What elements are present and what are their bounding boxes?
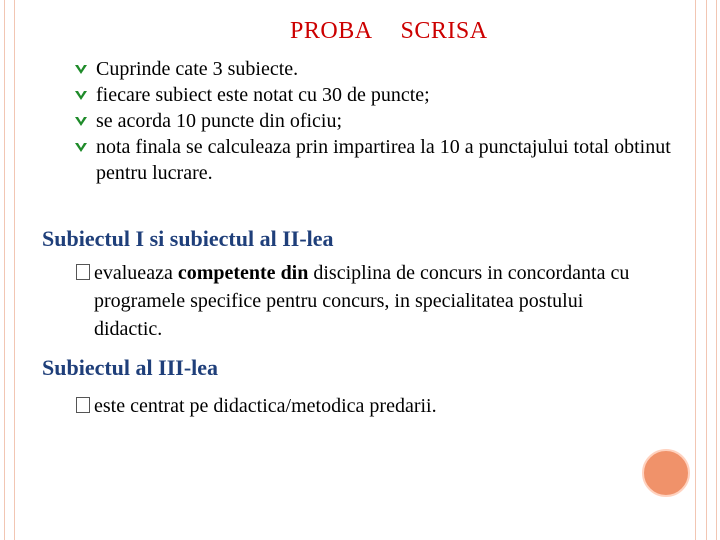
bullet-text: Cuprinde cate 3 subiecte. (96, 58, 299, 80)
checkmark-v-icon (74, 140, 88, 154)
title-word-1: PROBA (290, 18, 373, 44)
bullet-list (74, 56, 674, 186)
section-2-item (76, 392, 636, 420)
bullet-item (74, 82, 674, 108)
section-2-text: este centrat pe didactica/metodica predarii. (94, 395, 437, 417)
title-word-2: SCRISA (400, 18, 488, 44)
section-1-item (76, 259, 636, 343)
bullet-text: fiecare subiect este notat cu 30 de puncte; (96, 84, 430, 106)
frame-line-right-1 (695, 0, 696, 540)
frame-line-right-3 (716, 0, 717, 540)
decorative-circle (642, 449, 690, 497)
checkbox-icon (76, 264, 90, 280)
section-2-heading: Subiectul al III-lea (42, 355, 219, 380)
bullet-text: nota finala se calculeaza prin impartirea la 10 a punctajului total obtinut pentru lucrare. (96, 136, 671, 184)
checkmark-v-icon (74, 114, 88, 128)
frame-line-left-2 (14, 0, 15, 540)
section-1-text-start: evalueaza (94, 262, 178, 284)
bullet-item (74, 134, 674, 186)
bullet-text: se acorda 10 puncte din oficiu; (96, 110, 343, 132)
frame-line-left-1 (4, 0, 5, 540)
bullet-item (74, 56, 674, 82)
checkmark-v-icon (74, 62, 88, 76)
checkmark-v-icon (74, 88, 88, 102)
bullet-item (74, 108, 674, 134)
section-1-heading: Subiectul I si subiectul al II-lea (42, 226, 334, 251)
checkbox-icon (76, 397, 90, 413)
section-1-text (76, 259, 636, 343)
frame-line-right-2 (706, 0, 707, 540)
section-1-text-end: disciplina de concurs in concordanta cu programele specifice pentru concurs, in specialitatea postului didactic. (94, 262, 630, 340)
slide-title (290, 18, 488, 45)
section-1-text-bold: competente din (177, 262, 309, 284)
